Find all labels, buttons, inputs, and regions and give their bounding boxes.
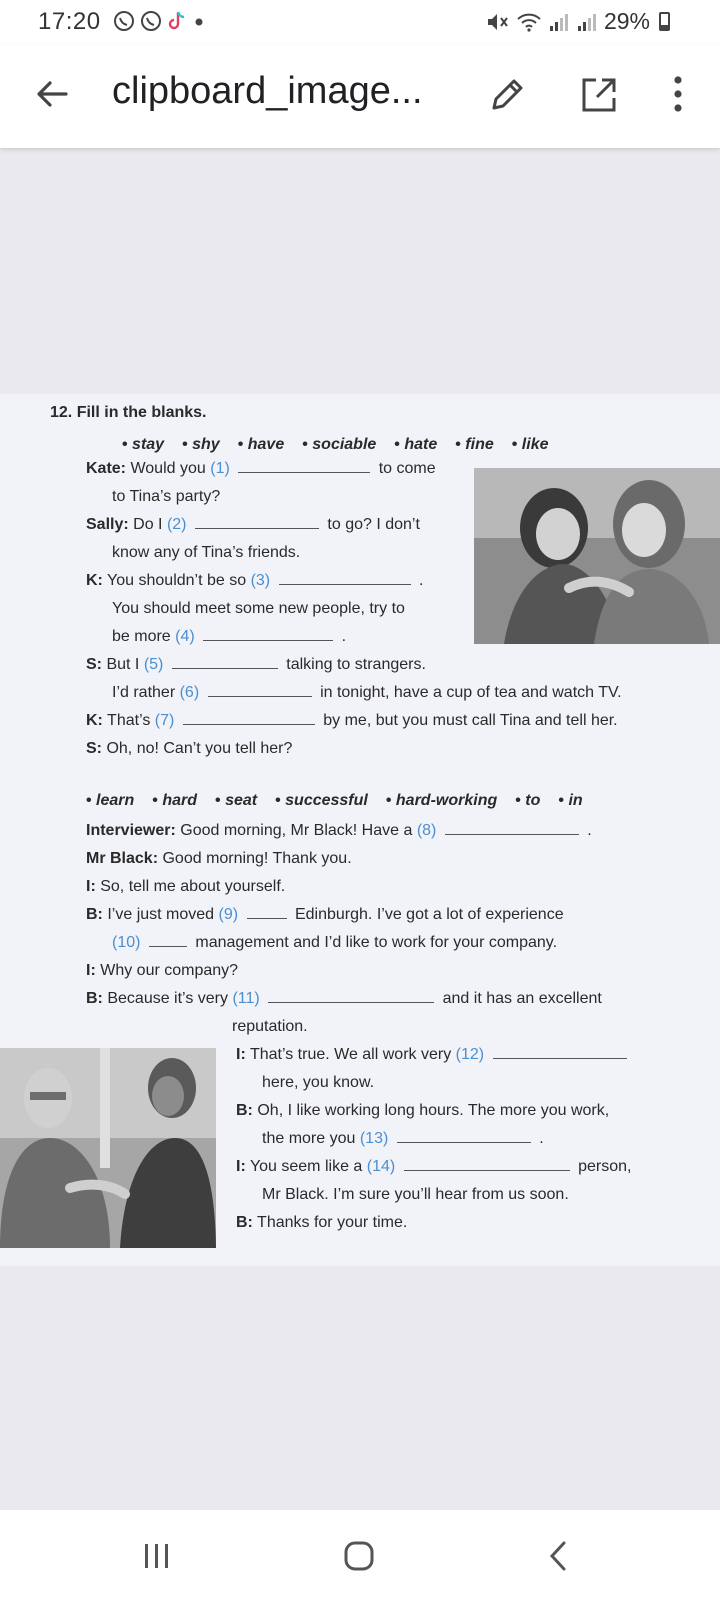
line-text: .	[587, 822, 592, 839]
blank-number: (10)	[112, 934, 141, 951]
battery-icon	[659, 12, 670, 31]
line-text: Oh, I like working long hours. The more you work,	[257, 1102, 610, 1119]
line-text: by me, but you must call Tina and tell her.	[323, 712, 618, 729]
line-text: to come	[378, 460, 436, 477]
line-text: and it has an excellent	[442, 990, 602, 1007]
girls-photo	[474, 468, 720, 644]
viber-icon	[113, 10, 135, 32]
speaker-label: I:	[236, 1158, 246, 1175]
answer-blank	[397, 1141, 531, 1143]
speaker-label: S:	[86, 740, 102, 757]
dialogue-line-17	[86, 962, 238, 980]
word-item: • successful	[275, 792, 368, 810]
dot-icon	[192, 10, 206, 32]
status-time: 17:20	[38, 8, 101, 35]
answer-blank	[279, 583, 411, 585]
word-item: • hard	[152, 792, 197, 810]
blank-number: (12)	[455, 1046, 485, 1063]
answer-blank	[183, 723, 315, 725]
line-text: You shouldn’t be so	[107, 572, 247, 589]
home-icon	[343, 1540, 375, 1572]
answer-blank	[203, 639, 333, 641]
speaker-label: K:	[86, 712, 103, 729]
blank-number: (2)	[166, 516, 187, 533]
more-vert-icon	[664, 72, 692, 116]
tiktok-icon	[167, 10, 187, 32]
status-right	[486, 8, 670, 35]
speaker-label: Kate:	[86, 460, 127, 477]
blank-number: (9)	[218, 906, 239, 923]
dialogue-line-4: know any of Tina’s friends.	[112, 544, 301, 561]
exercise-number: 12.	[50, 404, 73, 421]
line-text: the more you	[262, 1130, 356, 1147]
word-item: • fine	[455, 436, 494, 454]
back-icon	[548, 1540, 568, 1572]
answer-blank	[247, 917, 287, 919]
blank-number: (14)	[366, 1158, 396, 1175]
dialogue-line-14	[86, 878, 285, 896]
wifi-icon	[516, 11, 542, 33]
open-external-button[interactable]	[578, 74, 620, 116]
speaker-label: Sally:	[86, 516, 129, 533]
line-text: Good morning, Mr Black! Have a	[180, 822, 413, 839]
speaker-label: K:	[86, 572, 103, 589]
line-text: I’d rather	[112, 684, 176, 701]
blank-number: (3)	[250, 572, 271, 589]
dialogue-line-6: You should meet some new people, try to	[112, 600, 405, 617]
line-text: You seem like a	[249, 1158, 363, 1175]
dialogue-line-8	[86, 656, 426, 674]
dialogue-line-9	[112, 684, 622, 702]
word-item: • like	[512, 436, 549, 454]
speaker-label: B:	[86, 990, 103, 1007]
line-text: Thanks for your time.	[257, 1214, 408, 1231]
word-item: • hard-working	[386, 792, 497, 810]
nav-back-button[interactable]	[548, 1540, 568, 1572]
dialogue-line-12	[86, 822, 592, 840]
dialogue-line-26	[236, 1214, 407, 1232]
dialogue-line-25: Mr Black. I’m sure you’ll hear from us soon.	[262, 1186, 569, 1203]
speaker-label: I:	[86, 962, 96, 979]
interview-photo	[0, 1048, 216, 1248]
speaker-label: I:	[236, 1046, 246, 1063]
line-text: person,	[578, 1158, 632, 1175]
navigation-bar	[0, 1510, 720, 1600]
line-text: Because it’s very	[107, 990, 228, 1007]
line-text: talking to strangers.	[286, 656, 426, 673]
blank-number: (8)	[416, 822, 437, 839]
dialogue-line-19: reputation.	[232, 1018, 308, 1035]
speaker-label: B:	[236, 1102, 253, 1119]
edit-button[interactable]	[486, 74, 528, 116]
dialogue-line-1	[86, 460, 436, 478]
open-in-new-icon	[578, 74, 620, 116]
answer-blank	[195, 527, 319, 529]
line-text: Oh, no! Can’t you tell her?	[106, 740, 293, 757]
page-title: clipboard_image...	[112, 70, 423, 112]
line-text: Do I	[133, 516, 163, 533]
document-image[interactable]	[0, 394, 720, 1266]
line-text: in tonight, have a cup of tea and watch TV.	[320, 684, 622, 701]
word-item: • stay	[122, 436, 164, 454]
recents-icon	[142, 1542, 172, 1570]
speaker-label: Interviewer:	[86, 822, 176, 839]
answer-blank	[404, 1169, 570, 1171]
dialogue-line-16	[112, 934, 557, 952]
answer-blank	[172, 667, 278, 669]
status-bar	[0, 0, 720, 44]
blank-number: (11)	[232, 990, 260, 1007]
blank-number: (1)	[210, 460, 230, 477]
notification-icons	[113, 9, 206, 33]
recents-button[interactable]	[142, 1542, 172, 1570]
dialogue-line-22	[236, 1102, 609, 1120]
dialogue-line-11	[86, 740, 292, 758]
line-text: .	[539, 1130, 544, 1147]
speaker-label: S:	[86, 656, 102, 673]
line-text: That’s	[107, 712, 151, 729]
line-text: Would you	[130, 460, 206, 477]
line-text: Why our company?	[100, 962, 239, 979]
word-item: • learn	[86, 792, 134, 810]
exercise-title	[50, 404, 207, 422]
answer-blank	[445, 833, 579, 835]
blank-number: (5)	[143, 656, 164, 673]
blank-number: (7)	[154, 712, 175, 729]
dialogue-line-13	[86, 850, 352, 868]
mute-icon	[486, 11, 510, 33]
line-text: That’s true. We all work very	[249, 1046, 452, 1063]
answer-blank	[238, 471, 370, 473]
dialogue-line-15	[86, 906, 564, 924]
word-box-1	[122, 436, 548, 454]
word-item: • have	[238, 436, 285, 454]
dialogue-line-21: here, you know.	[262, 1074, 375, 1091]
word-item: • seat	[215, 792, 257, 810]
dialogue-line-23	[262, 1130, 544, 1148]
battery-percent: 29%	[603, 8, 650, 34]
answer-blank	[208, 695, 312, 697]
answer-blank	[493, 1057, 627, 1059]
line-text: management and I’d like to work for your company.	[195, 934, 558, 951]
answer-blank	[268, 1001, 434, 1003]
dialogue-line-3	[86, 516, 420, 534]
word-item: • hate	[394, 436, 437, 454]
line-text: But I	[106, 656, 140, 673]
line-text: Edinburgh. I’ve got a lot of experience	[294, 906, 564, 923]
signal-icon	[548, 11, 570, 33]
speaker-label: B:	[236, 1214, 253, 1231]
word-item: • sociable	[302, 436, 376, 454]
line-text: be more	[112, 628, 171, 645]
pencil-icon	[486, 74, 528, 116]
line-text: .	[341, 628, 347, 645]
word-item: • to	[515, 792, 540, 810]
line-text: Good morning! Thank you.	[162, 850, 352, 867]
dialogue-line-10	[86, 712, 618, 730]
speaker-label: B:	[86, 906, 103, 923]
line-text: to go? I don’t	[327, 516, 420, 533]
dialogue-line-2: to Tina’s party?	[112, 488, 221, 505]
blank-number: (13)	[359, 1130, 389, 1147]
word-item: • in	[558, 792, 582, 810]
answer-blank	[149, 945, 187, 947]
dialogue-line-24	[236, 1158, 632, 1176]
blank-number: (6)	[179, 684, 200, 701]
dialogue-line-20	[236, 1046, 631, 1064]
exercise-heading: Fill in the blanks.	[76, 404, 207, 421]
back-button[interactable]	[32, 74, 72, 114]
viber-icon	[140, 10, 162, 32]
more-options-button[interactable]	[664, 72, 692, 116]
signal-icon	[576, 11, 598, 33]
arrow-back-icon	[32, 74, 72, 114]
home-button[interactable]	[343, 1540, 375, 1572]
line-text: So, tell me about yourself.	[100, 878, 286, 895]
dialogue-line-5	[86, 572, 424, 590]
line-text: .	[419, 572, 424, 589]
word-item: • shy	[182, 436, 220, 454]
dialogue-line-7	[112, 628, 346, 646]
speaker-label: I:	[86, 878, 96, 895]
word-box-2	[86, 792, 583, 810]
speaker-label: Mr Black:	[86, 850, 159, 867]
app-bar	[0, 44, 720, 148]
blank-number: (4)	[175, 628, 195, 645]
dialogue-line-18	[86, 990, 602, 1008]
line-text: I’ve just moved	[107, 906, 215, 923]
